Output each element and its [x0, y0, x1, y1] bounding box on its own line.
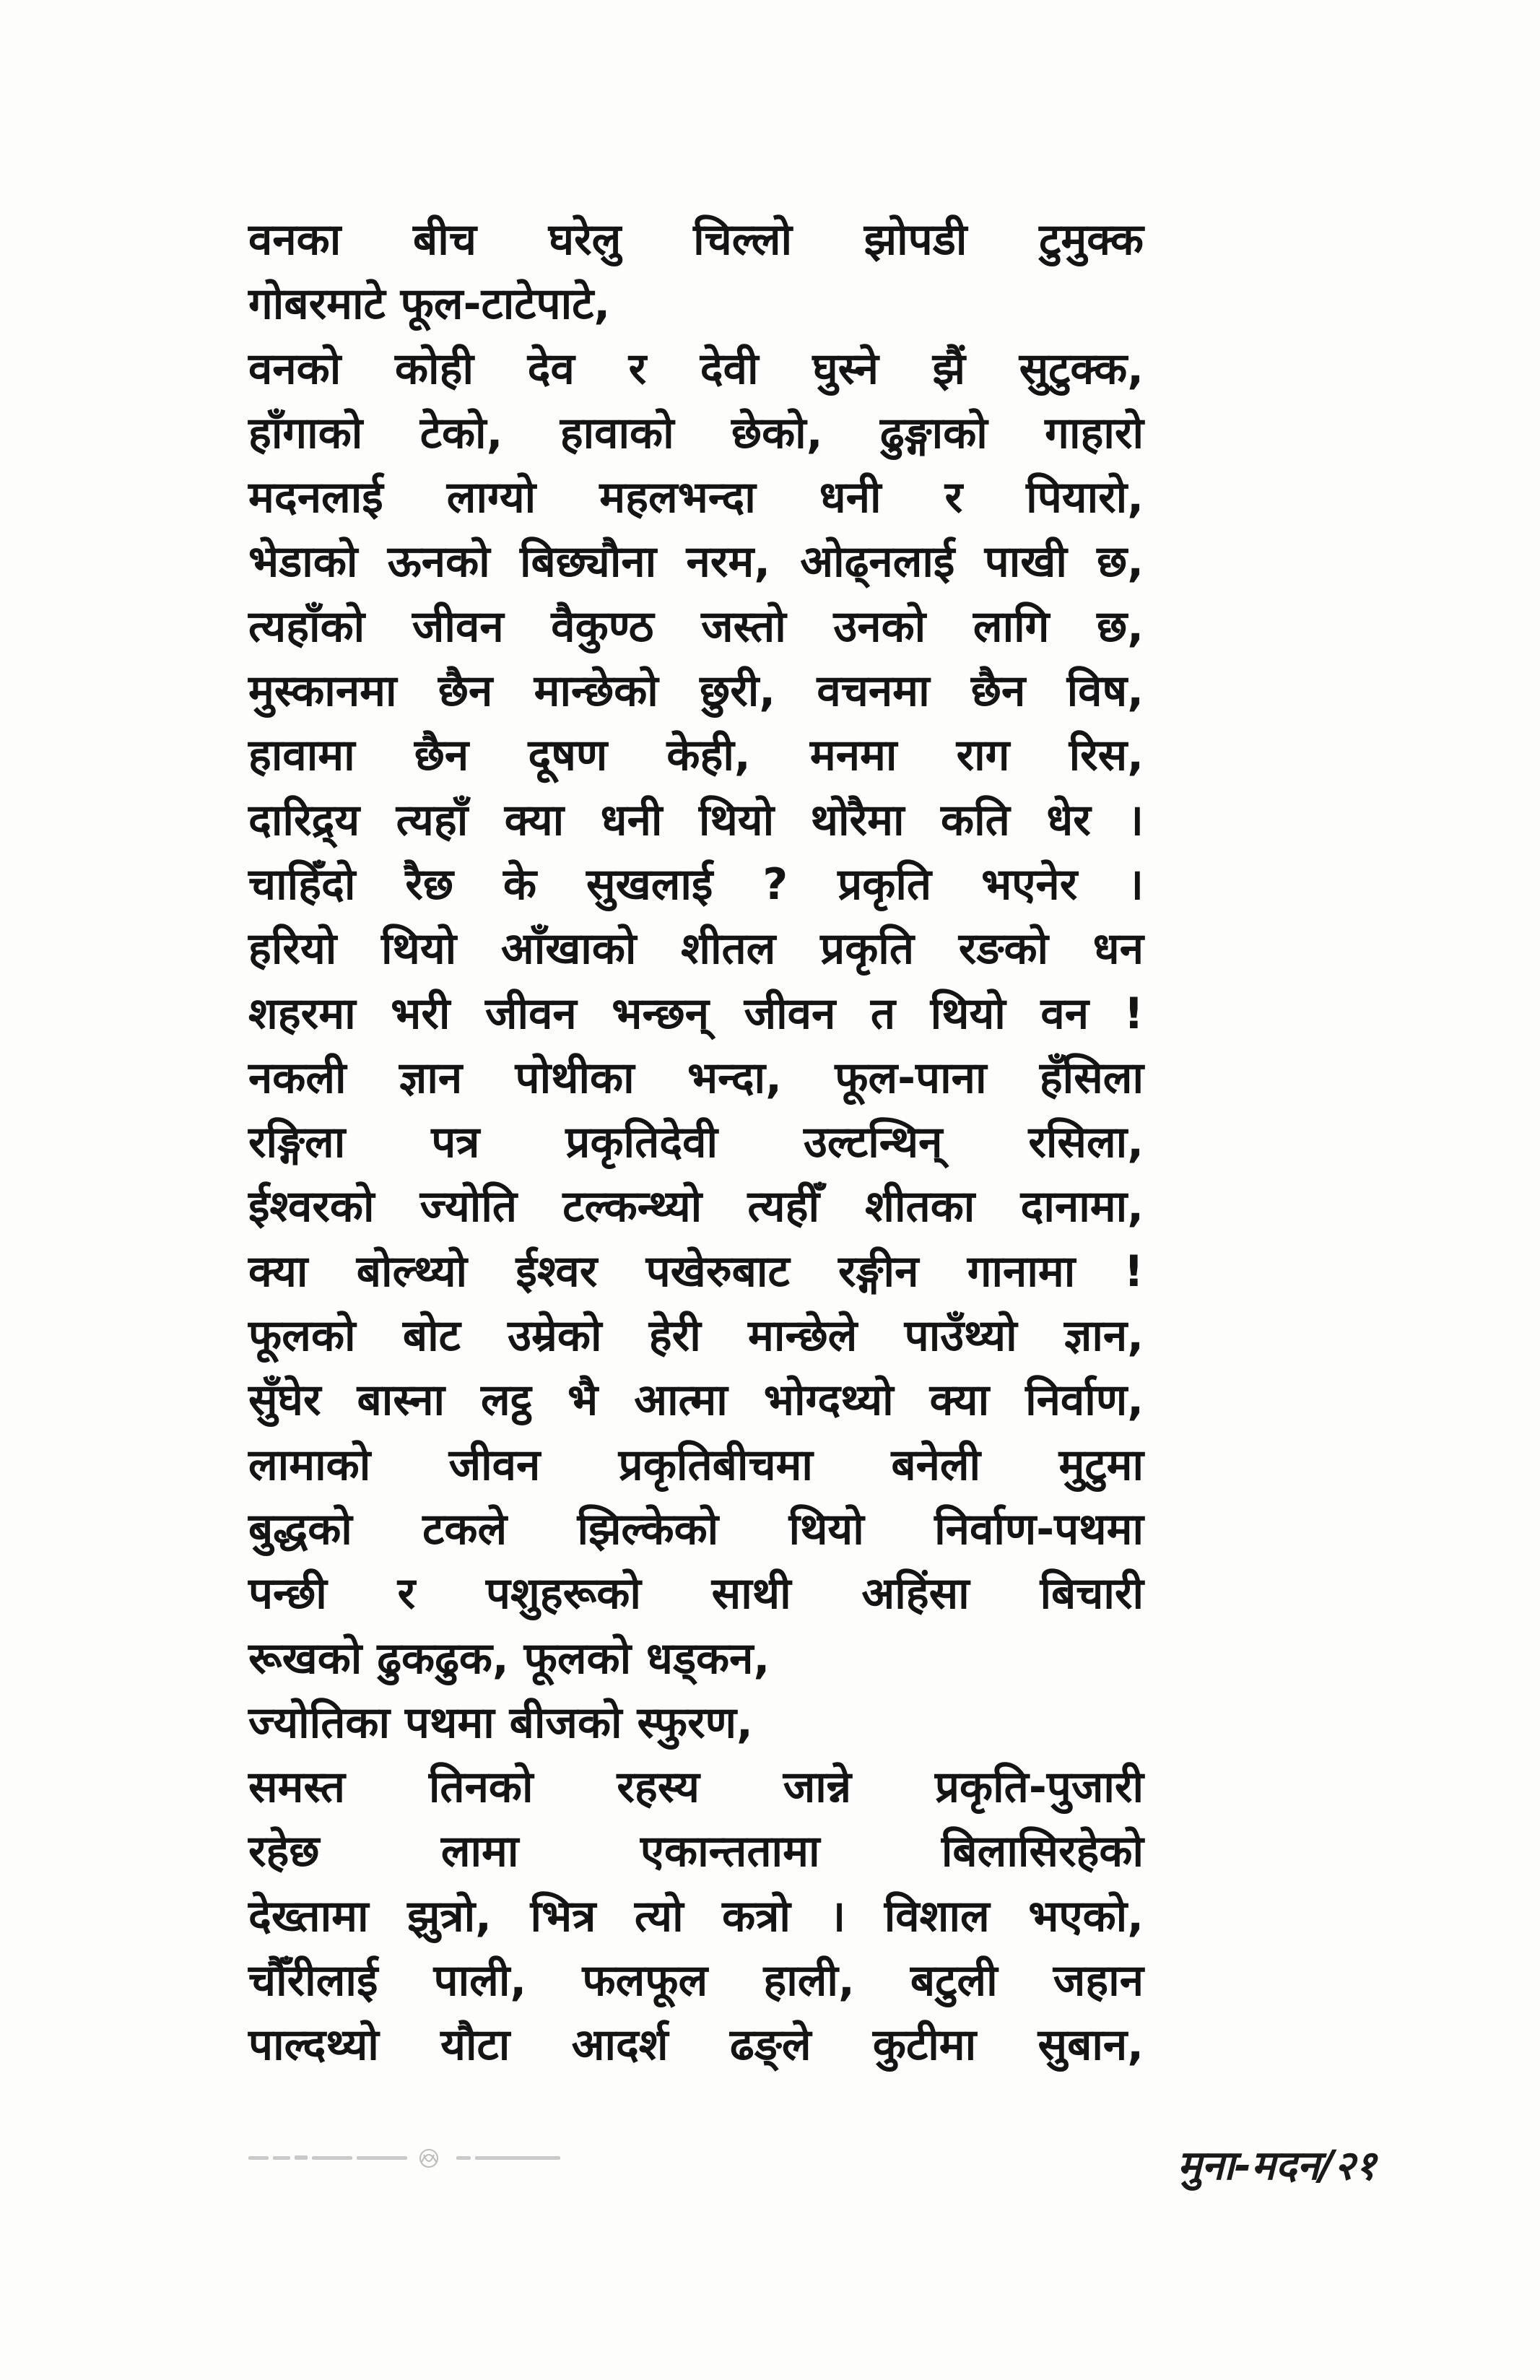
- poem-line: नकली ज्ञान पोथीका भन्दा, फूल-पाना हँसिला: [248, 1052, 1144, 1103]
- poem-line: लामाको जीवन प्रकृतिबीचमा बनेली मुटुमा: [248, 1439, 1144, 1490]
- poem-text-block: [248, 208, 1144, 2078]
- poem-line: सुँघेर बास्ना लट्ठ भै आत्मा भोग्दथ्यो क्या निर्वाण,: [248, 1375, 1144, 1426]
- poem-line: मदनलाई लाग्यो महलभन्दा धनी र पियारो,: [248, 472, 1144, 524]
- poem-line: क्या बोल्थ्यो ईश्वर पखेरुबाट रङ्गीन गानामा !: [248, 1246, 1144, 1297]
- poem-line: समस्त तिनको रहस्य जान्ने प्रकृति-पुजारी: [248, 1762, 1144, 1813]
- poem-line: रङ्गिला पत्र प्रकृतिदेवी उल्टन्थिन् रसिला,: [248, 1117, 1144, 1168]
- poem-line: हाँगाको टेको, हावाको छेको, ढुङ्गाको गाहारो: [248, 407, 1144, 459]
- poem-line: चाहिँदो रैछ के सुखलाई ? प्रकृति भएनेर ।: [248, 859, 1144, 910]
- poem-line: दारिद्र्य त्यहाँ क्या धनी थियो थोरैमा कति धेर ।: [248, 794, 1144, 846]
- poem-line: रूखको ढुकढुक, फूलको धड्कन,: [248, 1633, 770, 1684]
- poem-line: ईश्वरको ज्योति टल्कन्थ्यो त्यहीँ शीतका दानामा,: [248, 1181, 1144, 1233]
- poem-line: शहरमा भरी जीवन भन्छन् जीवन त थियो वन !: [248, 988, 1144, 1039]
- page-number-label: मुना-मदन/२१: [1177, 2142, 1376, 2189]
- poem-line: फूलको बोट उम्रेको हेरी मान्छेले पाउँथ्यो ज्ञान,: [248, 1311, 1144, 1362]
- poem-line: हावामा छैन दूषण केही, मनमा राग रिस,: [248, 730, 1144, 781]
- poem-line: वनको कोही देव र देवी घुस्ने झैं सुटुक्क,: [248, 343, 1144, 394]
- poem-line: भेडाको ऊनको बिछ्यौना नरम, ओढ्नलाई पाखी छ,: [248, 537, 1144, 588]
- poem-line: मुस्कानमा छैन मान्छेको छुरी, वचनमा छैन विष,: [248, 666, 1144, 717]
- poem-line: वनका बीच घरेलु चिल्लो झोपडी टुमुक्क: [248, 214, 1144, 265]
- poem-line: चौँरीलाई पाली, फलफूल हाली, बटुली जहान: [248, 1955, 1144, 2007]
- poem-line: ज्योतिका पथमा बीजको स्फुरण,: [248, 1697, 753, 1748]
- poem-line: पन्छी र पशुहरूको साथी अहिंसा बिचारी: [248, 1568, 1144, 1620]
- poem-line: देख्तामा झुत्रो, भित्र त्यो कत्रो । विशाल भएको,: [248, 1890, 1144, 1942]
- poem-line: बुद्धको टकले झिल्केको थियो निर्वाण-पथमा: [248, 1503, 1144, 1555]
- poem-line: हरियो थियो आँखाको शीतल प्रकृति रङको धन: [248, 924, 1144, 975]
- poem-line: गोबरमाटे फूल-टाटेपाटे,: [248, 279, 611, 330]
- poem-line: पाल्दथ्यो यौटा आदर्श ढङ्ले कुटीमा सुबान,: [248, 2020, 1144, 2071]
- poem-line: त्यहाँको जीवन वैकुण्ठ जस्तो उनको लागि छ,: [248, 601, 1144, 652]
- publisher-logo-icon: [248, 2146, 560, 2171]
- poem-line: रहेछ लामा एकान्ततामा बिलासिरहेको: [248, 1826, 1144, 1877]
